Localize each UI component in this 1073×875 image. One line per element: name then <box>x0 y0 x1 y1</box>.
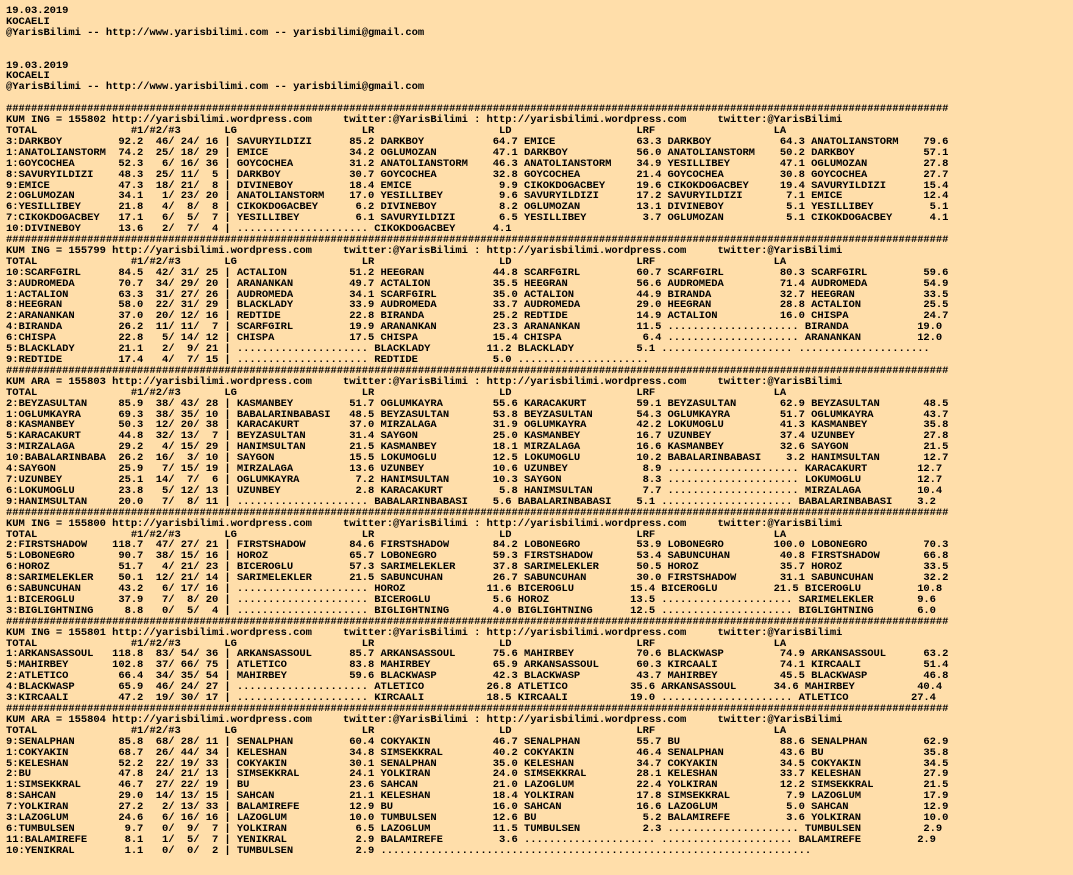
race-row: 1:ARKANSASSOUL 118.8 83/ 54/ 36 | ARKANSASSOUL 85.7 ARKANSASSOUL 75.6 MAHIRBEY 70.6 BLACKWASP 74.9 ARKANSASSOUL 63.2 <box>6 648 949 661</box>
column-header: TOTAL #1/#2/#3 LG LR LD LRF LA <box>6 255 787 268</box>
race-row: 11:BALAMIREFE 8.1 1/ 5/ 7 | YENIKRAL 2.9 BALAMIREFE 3.6 ..................... ..................... BALAMIREFE 2.9 <box>6 833 936 846</box>
race-row: 4:SAYGON 25.9 7/ 15/ 19 | MIRZALAGA 13.6 UZUNBEY 10.6 UZUNBEY 8.9 ..................... KARACAKURT 12.7 <box>6 463 943 476</box>
race-row: 4:BIRANDA 26.2 11/ 11/ 7 | SCARFGIRL 19.9 ARANANKAN 23.3 ARANANKAN 11.5 ..................... BIRANDA 19.0 <box>6 321 943 334</box>
race-row: 5:KARACAKURT 44.8 32/ 13/ 7 | BEYZASULTAN 31.4 SAYGON 25.0 KASMANBEY 16.7 UZUNBEY 37.4 UZUNBEY 27.8 <box>6 430 949 443</box>
header-line: @YarisBilimi -- http://www.yarisbilimi.com -- yarisbilimi@gmail.com <box>6 81 425 94</box>
header-line: 19.03.2019 <box>6 59 69 72</box>
header-line: KOCAELI <box>6 15 50 28</box>
race-row: 1:ANATOLIANSTORM 74.2 25/ 18/ 29 | EMICE 34.2 OGLUMOZAN 47.1 DARKBOY 56.0 ANATOLIANSTORM 50.2 DARKBOY 57.1 <box>6 146 949 159</box>
race-row: 6:CHISPA 22.8 5/ 14/ 12 | CHISPA 17.5 CHISPA 15.4 CHISPA 6.4 ..................... ARANANKAN 12.0 <box>6 332 943 345</box>
race-row: 2:BU 47.8 24/ 21/ 13 | SIMSEKKRAL 24.1 YOLKIRAN 24.0 SIMSEKKRAL 28.1 KELESHAN 33.7 KELESHAN 27.9 <box>6 768 949 781</box>
race-row: 7:UZUNBEY 25.1 14/ 7/ 6 | OGLUMKAYRA 7.2 HANIMSULTAN 10.3 SAYGON 8.3 ..................... LOKUMOGLU 12.7 <box>6 473 943 486</box>
race-row: 2:ATLETICO 66.4 34/ 35/ 54 | MAHIRBEY 59.6 BLACKWASP 42.3 BLACKWASP 43.7 MAHIRBEY 45.5 BLACKWASP 46.8 <box>6 670 949 683</box>
race-row: 1:COKYAKIN 68.7 26/ 44/ 34 | KELESHAN 34.8 SIMSEKKRAL 40.2 COKYAKIN 46.4 SENALPHAN 43.6 BU 35.8 <box>6 746 949 759</box>
race-row: 1:OGLUMKAYRA 69.3 38/ 35/ 10 | BABALARINBABASI 48.5 BEYZASULTAN 53.8 BEYZASULTAN 54.3 OGLUMKAYRA 51.7 OGLUMKAYRA 43.7 <box>6 408 949 421</box>
race-row: 8:KASMANBEY 50.3 12/ 20/ 38 | KARACAKURT 37.0 MIRZALAGA 31.9 OGLUMKAYRA 42.2 LOKUMOGLU 41.3 KASMANBEY 35.8 <box>6 419 949 432</box>
column-header: TOTAL #1/#2/#3 LG LR LD LRF LA <box>6 528 787 541</box>
race-row: 6:YESILLIBEY 21.8 4/ 8/ 8 | CIKOKDOGACBEY 6.2 DIVINEBOY 8.2 OGLUMOZAN 13.1 DIVINEBOY 5.1 YESILLIBEY 5.1 <box>6 201 949 214</box>
separator-line: ####################################################################################################################################################### <box>6 103 949 116</box>
race-row: 6:HOROZ 51.7 4/ 21/ 23 | BICEROGLU 57.3 SARIMELEKLER 37.8 SARIMELEKLER 50.5 HOROZ 35.7 HOROZ 33.5 <box>6 561 949 574</box>
race-row: 3:LAZOGLUM 24.6 6/ 16/ 16 | LAZOGLUM 10.0 TUMBULSEN 12.6 BU 5.2 BALAMIREFE 3.6 YOLKIRAN 10.0 <box>6 812 949 825</box>
race-row: 7:YOLKIRAN 27.2 2/ 13/ 33 | BALAMIREFE 12.9 BU 16.0 SAHCAN 16.6 LAZOGLUM 5.0 SAHCAN 12.9 <box>6 801 949 814</box>
header-line <box>6 50 1073 61</box>
race-row: 8:SAVURYILDIZI 48.3 25/ 11/ 5 | DARKBOY 30.7 GOYCOCHEA 32.8 GOYCOCHEA 21.4 GOYCOCHEA 30.8 GOYCOCHEA 27.7 <box>6 168 949 181</box>
race-row: 3:KIRCAALI 47.2 19/ 30/ 17 | ..................... KIRCAALI 18.5 KIRCAALI 19.0 ..................... ATLETICO 27.4 <box>6 692 936 705</box>
header-line <box>6 39 1073 50</box>
race-row: 5:LOBONEGRO 90.7 38/ 15/ 16 | HOROZ 65.7 LOBONEGRO 59.3 FIRSTSHADOW 53.4 SABUNCUHAN 40.8 FIRSTSHADOW 66.8 <box>6 550 949 563</box>
race-row: 1:GOYCOCHEA 52.3 6/ 16/ 36 | GOYCOCHEA 31.2 ANATOLIANSTORM 46.3 ANATOLIANSTORM 34.9 YESILLIBEY 47.1 OGLUMOZAN 27.8 <box>6 157 949 170</box>
race-row: 9:REDTIDE 17.4 4/ 7/ 15 | ..................... REDTIDE 5.0 ..................... <box>6 354 649 366</box>
race-row: 2:BEYZASULTAN 85.9 38/ 43/ 28 | KASMANBEY 51.7 OGLUMKAYRA 55.6 KARACAKURT 59.1 BEYZASULTAN 62.9 BEYZASULTAN 48.5 <box>6 397 949 410</box>
race-row: 6:TUMBULSEN 9.7 0/ 9/ 7 | YOLKIRAN 6.5 LAZOGLUM 11.5 TUMBULSEN 2.3 ..................... TUMBULSEN 2.9 <box>6 822 943 835</box>
race-title: KUM ARA = 155803 http://yarisbilimi.wordpress.com twitter:@YarisBilimi : http://yarisbilimi.wordpress.com twitter:@YarisBilimi <box>6 375 843 388</box>
race-title: KUM ING = 155802 http://yarisbilimi.wordpress.com twitter:@YarisBilimi : http://yarisbilimi.wordpress.com twitter:@YarisBilimi <box>6 114 843 127</box>
separator-line: ####################################################################################################################################################### <box>6 234 949 247</box>
race-row: 5:KELESHAN 52.2 22/ 19/ 33 | COKYAKIN 30.1 SENALPHAN 35.0 KELESHAN 34.7 COKYAKIN 34.5 COKYAKIN 34.5 <box>6 757 949 770</box>
race-row: 1:ACTALION 63.3 31/ 27/ 26 | AUDROMEDA 34.1 SCARFGIRL 35.0 ACTALION 44.9 BIRANDA 32.7 HEEGRAN 33.5 <box>6 288 949 301</box>
race-row: 3:BIGLIGHTNING 8.8 0/ 5/ 4 | ..................... BIGLIGHTNING 4.0 BIGLIGHTNING 12.5 ..................... BIGLIGHTNING 6.0 <box>6 604 936 617</box>
race-row: 7:CIKOKDOGACBEY 17.1 6/ 5/ 7 | YESILLIBEY 6.1 SAVURYILDIZI 6.5 YESILLIBEY 3.7 OGLUMOZAN 5.1 CIKOKDOGACBEY 4.1 <box>6 212 949 225</box>
race-row: 1:SIMSEKKRAL 46.7 27/ 22/ 19 | BU 23.6 SAHCAN 21.0 LAZOGLUM 22.4 YOLKIRAN 12.2 SIMSEKKRAL 21.5 <box>6 779 949 792</box>
race-row: 8:SARIMELEKLER 50.1 12/ 21/ 14 | SARIMELEKLER 21.5 SABUNCUHAN 26.7 SABUNCUHAN 30.0 FIRSTSHADOW 31.1 SABUNCUHAN 32.2 <box>6 572 949 585</box>
race-row: 2:FIRSTSHADOW 118.7 47/ 27/ 21 | FIRSTSHADOW 84.6 FIRSTSHADOW 84.2 LOBONEGRO 53.9 LOBONEGRO 100.0 LOBONEGRO 70.3 <box>6 539 949 552</box>
column-header: TOTAL #1/#2/#3 LG LR LD LRF LA <box>6 124 787 137</box>
race-row: 5:BLACKLADY 21.1 2/ 9/ 21 | ..................... BLACKLADY 11.2 BLACKLADY 5.1 ..................... ..................... <box>6 343 930 356</box>
race-row: 3:AUDROMEDA 70.7 34/ 29/ 20 | ARANANKAN 49.7 ACTALION 35.5 HEEGRAN 56.6 AUDROMEDA 71.4 AUDROMEDA 54.9 <box>6 277 949 290</box>
column-header: TOTAL #1/#2/#3 LG LR LD LRF LA <box>6 637 787 650</box>
header-line: KOCAELI <box>6 70 50 83</box>
race-title: KUM ING = 155800 http://yarisbilimi.wordpress.com twitter:@YarisBilimi : http://yarisbilimi.wordpress.com twitter:@YarisBilimi <box>6 517 843 530</box>
column-header: TOTAL #1/#2/#3 LG LR LD LRF LA <box>6 724 787 737</box>
race-title: KUM ING = 155801 http://yarisbilimi.wordpress.com twitter:@YarisBilimi : http://yarisbilimi.wordpress.com twitter:@YarisBilimi <box>6 626 843 639</box>
race-row: 5:MAHIRBEY 102.8 37/ 66/ 75 | ATLETICO 83.8 MAHIRBEY 65.9 ARKANSASSOUL 60.3 KIRCAALI 74.1 KIRCAALI 51.4 <box>6 659 949 672</box>
race-row: 6:SABUNCUHAN 43.2 6/ 17/ 16 | ..................... HOROZ 11.6 BICEROGLU 15.4 BICEROGLU 21.5 BICEROGLU 10.8 <box>6 583 943 596</box>
race-row: 3:DARKBOY 92.2 46/ 24/ 16 | SAVURYILDIZI 85.2 DARKBOY 64.7 EMICE 63.3 DARKBOY 64.3 ANATOLIANSTORM 79.6 <box>6 135 949 148</box>
column-header: TOTAL #1/#2/#3 LG LR LD LRF LA <box>6 386 787 399</box>
race-row: 8:SAHCAN 29.0 14/ 13/ 15 | SAHCAN 21.1 KELESHAN 18.4 YOLKIRAN 17.8 SIMSEKKRAL 7.9 LAZOGLUM 17.9 <box>6 790 949 803</box>
race-row: 10:YENIKRAL 1.1 0/ 0/ 2 | TUMBULSEN 2.9 ..................................................................... <box>6 844 812 857</box>
race-row: 4:BLACKWASP 65.9 46/ 24/ 27 | ..................... ATLETICO 26.8 ATLETICO 35.6 ARKANSASSOUL 34.6 MAHIRBEY 40.4 <box>6 681 943 694</box>
race-row: 6:LOKUMOGLU 23.8 5/ 12/ 13 | UZUNBEY 2.8 KARACAKURT 5.8 HANIMSULTAN 7.7 ..................... MIRZALAGA 10.4 <box>6 484 943 497</box>
race-row: 9:SENALPHAN 85.8 68/ 28/ 11 | SENALPHAN 60.4 COKYAKIN 46.7 SENALPHAN 55.7 BU 88.6 SENALPHAN 62.9 <box>6 735 949 748</box>
header-line: 19.03.2019 <box>6 5 69 17</box>
race-row: 2:ARANANKAN 37.0 20/ 12/ 16 | REDTIDE 22.8 BIRANDA 25.2 REDTIDE 14.9 ACTALION 16.0 CHISPA 24.7 <box>6 310 949 323</box>
separator-line: ####################################################################################################################################################### <box>6 615 949 628</box>
separator-line: ####################################################################################################################################################### <box>6 506 949 519</box>
race-row: 10:DIVINEBOY 13.6 2/ 7/ 4 | ..................... CIKOKDOGACBEY 4.1 <box>6 223 512 236</box>
race-row: 8:HEEGRAN 58.0 22/ 31/ 29 | BLACKLADY 33.9 AUDROMEDA 33.7 AUDROMEDA 29.0 HEEGRAN 28.8 ACTALION 25.5 <box>6 299 949 312</box>
header-line: @YarisBilimi -- http://www.yarisbilimi.com -- yarisbilimi@gmail.com <box>6 26 425 39</box>
separator-line: ####################################################################################################################################################### <box>6 703 949 715</box>
race-row: 10:BABALARINBABA 26.2 16/ 3/ 10 | SAYGON 15.5 LOKUMOGLU 12.5 LOKUMOGLU 10.2 BABALARINBABASI 3.2 HANIMSULTAN 12.7 <box>6 452 949 465</box>
separator-line: ####################################################################################################################################################### <box>6 364 949 377</box>
race-title: KUM ING = 155799 http://yarisbilimi.wordpress.com twitter:@YarisBilimi : http://yarisbilimi.wordpress.com twitter:@YarisBilimi <box>6 244 843 257</box>
race-row: 3:MIRZALAGA 29.2 4/ 15/ 29 | HANIMSULTAN 21.5 KASMANBEY 18.1 MIRZALAGA 16.6 KASMANBEY 32.6 SAYGON 21.5 <box>6 441 949 454</box>
race-row: 2:OGLUMOZAN 34.1 1/ 23/ 20 | ANATOLIANSTORM 17.0 YESILLIBEY 9.6 SAVURYILDIZI 17.2 SAVURYILDIZI 7.1 EMICE 12.4 <box>6 190 949 203</box>
race-row: 1:BICEROGLU 37.9 7/ 8/ 20 | ..................... BICEROGLU 5.6 HOROZ 13.5 ..................... SARIMELEKLER 9.6 <box>6 593 936 606</box>
race-row: 9:EMICE 47.3 18/ 21/ 8 | DIVINEBOY 18.4 EMICE 9.9 CIKOKDOGACBEY 19.6 CIKOKDOGACBEY 19.4 SAVURYILDIZI 15.4 <box>6 179 949 192</box>
race-title: KUM ARA = 155804 http://yarisbilimi.wordpress.com twitter:@YarisBilimi : http://yarisbilimi.wordpress.com twitter:@YarisBilimi <box>6 713 843 726</box>
race-row: 10:SCARFGIRL 84.5 42/ 31/ 25 | ACTALION 51.2 HEEGRAN 44.8 SCARFGIRL 60.7 SCARFGIRL 80.3 SCARFGIRL 59.6 <box>6 266 949 279</box>
race-row: 9:HANIMSULTAN 20.0 7/ 8/ 11 | ..................... BABALARINBABASI 5.6 BABALARINBABASI 5.1 ..................... BABALARINBABASI 3.2 <box>6 495 936 508</box>
